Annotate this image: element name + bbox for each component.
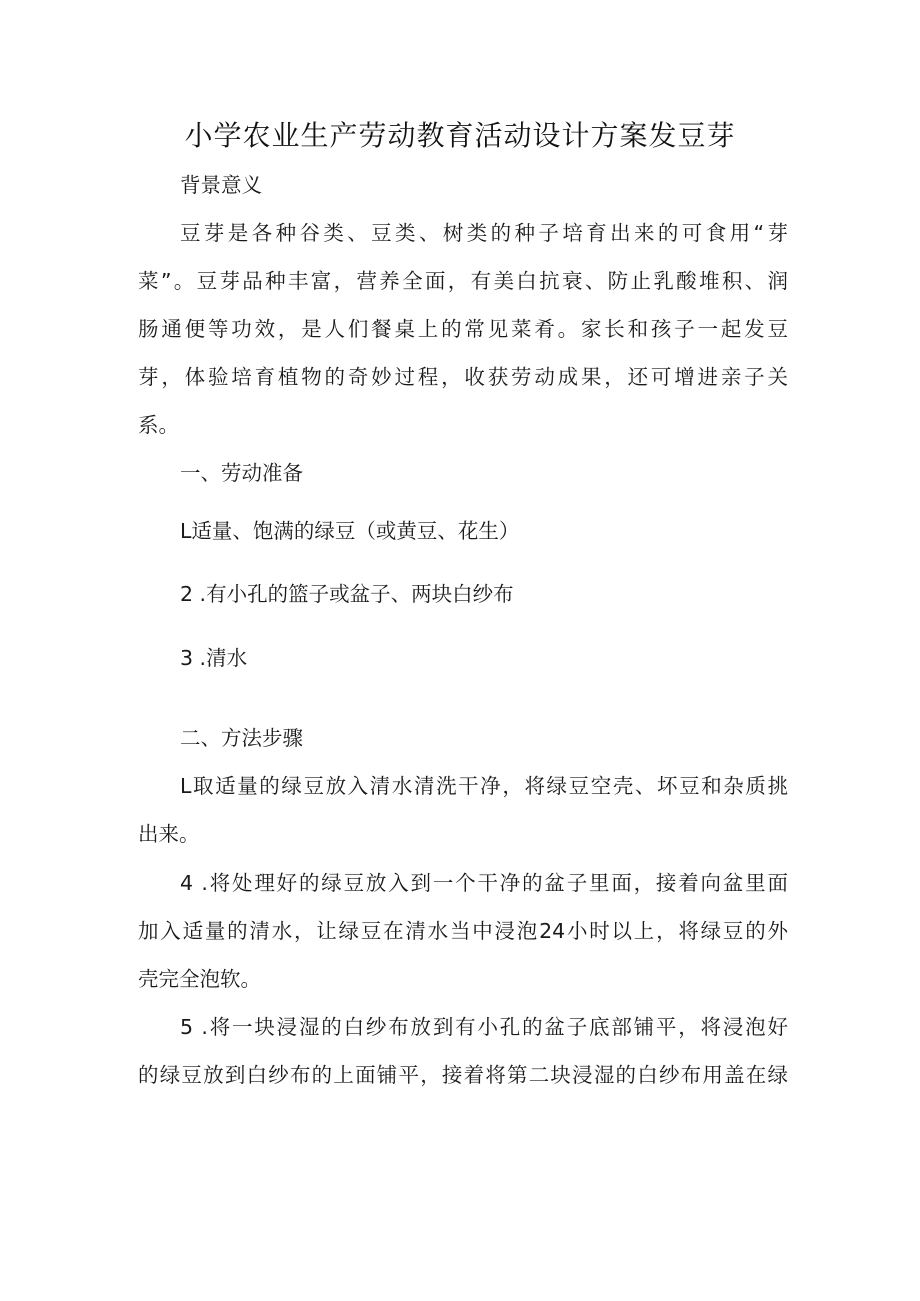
list-item: 2 .有小孔的篮子或盆子、两块白纱布 [180, 582, 514, 606]
paragraph-line: 芽，体验培育植物的奇妙过程，收获劳动成果，还可增进亲子关 [138, 365, 788, 389]
paragraph-line: 的绿豆放到白纱布的上面铺平，接着将第二块浸湿的白纱布用盖在绿 [138, 1063, 788, 1087]
paragraph-line: 4 .将处理好的绿豆放入到一个干净的盆子里面，接着向盆里面 [180, 871, 788, 895]
paragraph-line: L取适量的绿豆放入清水清洗干净，将绿豆空壳、坏豆和杂质挑 [180, 774, 788, 798]
prep-item-2 [138, 570, 788, 618]
prep-item-3 [138, 634, 788, 682]
section-heading-prep [138, 449, 788, 497]
heading-text: 二、方法步骤 [180, 726, 303, 750]
section-heading-background [138, 161, 788, 209]
paragraph-line: 5 .将一块浸湿的白纱布放到有小孔的盆子底部铺平，将浸泡好 [180, 1015, 788, 1039]
heading-text: 背景意义 [180, 173, 262, 197]
list-item: L适量、饱满的绿豆（或黄豆、花生） [180, 519, 520, 543]
paragraph-line: 豆芽是各种谷类、豆类、树类的种子培育出来的可食用“芽 [180, 221, 788, 245]
paragraph-line: 出来。 [138, 822, 200, 846]
step-4 [138, 859, 788, 1003]
prep-item-1 [138, 507, 788, 555]
paragraph-line: 壳完全泡软。 [138, 967, 261, 991]
section-heading-steps [138, 714, 788, 762]
step-5 [138, 1003, 788, 1099]
step-1 [138, 762, 788, 858]
paragraph-line: 加入适量的清水，让绿豆在清水当中浸泡24小时以上，将绿豆的外 [138, 919, 788, 943]
paragraph-line: 系。 [138, 413, 179, 437]
paragraph-background [138, 209, 788, 449]
paragraph-line: 肠通便等功效，是人们餐桌上的常见菜肴。家长和孩子一起发豆 [138, 317, 788, 341]
document-title: 小学农业生产劳动教育活动设计方案发豆芽 [184, 119, 736, 152]
list-item: 3 .清水 [180, 646, 248, 670]
heading-text: 一、劳动准备 [180, 461, 303, 485]
paragraph-line: 菜”。豆芽品种丰富，营养全面，有美白抗衰、防止乳酸堆积、润 [138, 269, 788, 293]
